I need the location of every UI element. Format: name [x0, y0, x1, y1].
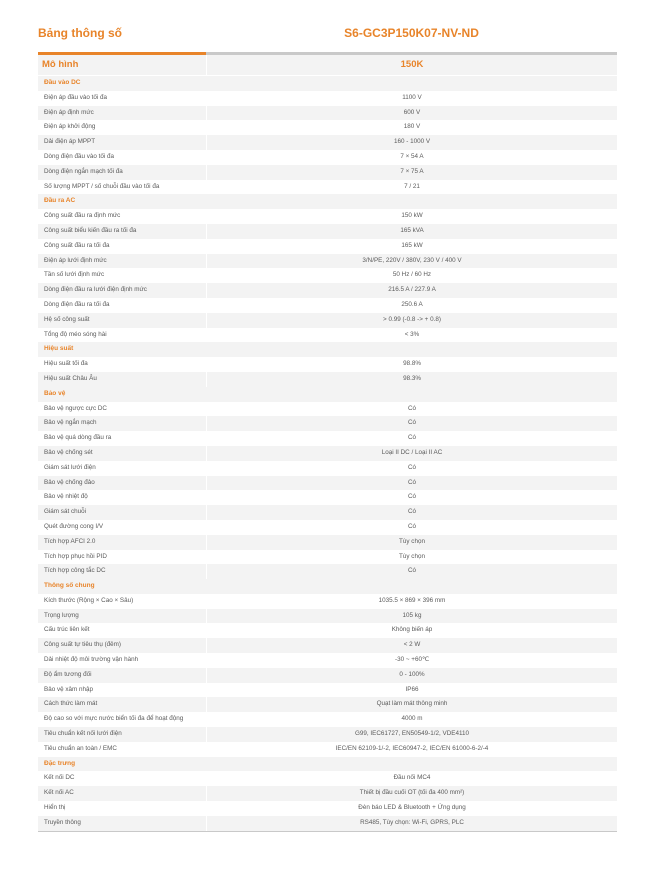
section-header: Đặc trưng: [38, 757, 617, 772]
spec-row: [38, 446, 617, 461]
spec-row: [38, 268, 617, 283]
spec-row: [38, 550, 617, 565]
spec-label: Công suất biểu kiến đầu ra tối đa: [44, 226, 137, 234]
spec-label: Độ ẩm tương đối: [44, 670, 92, 678]
spec-value: Quạt làm mát thông minh: [206, 697, 617, 712]
spec-label: Truyền thông: [44, 818, 81, 826]
spec-label: Tích hợp phục hồi PID: [44, 552, 107, 560]
spec-row: [38, 712, 617, 727]
spec-row: [38, 742, 617, 757]
spec-row: [38, 786, 617, 801]
sheet-header: [38, 20, 617, 52]
spec-row: [38, 683, 617, 698]
spec-label: Dòng điện đầu ra tối đa: [44, 300, 110, 308]
spec-label: Dải nhiệt độ môi trường vận hành: [44, 656, 139, 664]
spec-label: Tiêu chuẩn kết nối lưới điện: [44, 730, 122, 738]
spec-row: [38, 594, 617, 609]
spec-row: [38, 313, 617, 328]
spec-row: [38, 283, 617, 298]
spec-value: > 0.99 (-0.8 -> + 0.8): [206, 313, 617, 328]
spec-value: Thiết bị đầu cuối OT (tối đa 400 mm²): [206, 786, 617, 801]
spec-row: [38, 476, 617, 491]
spec-value: 165 kVA: [206, 224, 617, 239]
spec-row: [38, 416, 617, 431]
spec-row: [38, 239, 617, 254]
spec-value: IEC/EN 62109-1/-2, IEC60947-2, IEC/EN 61000-6-2/-4: [206, 742, 617, 757]
spec-row: [38, 150, 617, 165]
spec-value: 7 × 54 A: [206, 150, 617, 165]
spec-label: Dòng điện đầu ra lưới điện định mức: [44, 286, 147, 294]
spec-row: [38, 209, 617, 224]
table-end-line: [38, 831, 617, 832]
spec-row: [38, 609, 617, 624]
spec-value: 4000 m: [206, 712, 617, 727]
spec-label: Bảo vệ ngắn mạch: [44, 419, 97, 427]
spec-value: Đầu nối MC4: [206, 771, 617, 786]
spec-row: [38, 91, 617, 106]
section-header: Đầu vào DC: [38, 76, 617, 91]
spec-label: Bảo vệ ngược cực DC: [44, 404, 107, 412]
spec-row: [38, 298, 617, 313]
spec-label: Điện áp đầu vào tối đa: [44, 93, 108, 101]
spec-label: Tần số lưới định mức: [44, 271, 105, 279]
spec-row: [38, 697, 617, 712]
spec-label: Giám sát chuỗi: [44, 508, 86, 516]
spec-label: Hệ số công suất: [44, 315, 90, 323]
spec-label: Điện áp khởi động: [44, 123, 96, 131]
spec-label: Dải điện áp MPPT: [44, 138, 96, 146]
spec-label: Tiêu chuẩn an toàn / EMC: [44, 744, 117, 752]
spec-label: Độ cao so với mực nước biển tối đa để hoạt động: [44, 715, 184, 723]
spec-value: -30 ~ +60℃: [206, 653, 617, 668]
spec-row: [38, 490, 617, 505]
spec-value: Loại II DC / Loại II AC: [206, 446, 617, 461]
spec-row: [38, 372, 617, 387]
spec-row: [38, 727, 617, 742]
section-rows: [38, 402, 617, 580]
spec-value: Có: [206, 564, 617, 579]
spec-value: Tùy chọn: [206, 550, 617, 565]
spec-label: Dòng điện ngắn mạch tối đa: [44, 167, 123, 175]
spec-row: [38, 668, 617, 683]
spec-value: 7 × 75 A: [206, 165, 617, 180]
spec-label: Tích hợp công tắc DC: [44, 567, 106, 575]
spec-label: Tổng độ méo sóng hài: [44, 330, 107, 338]
spec-value: Có: [206, 461, 617, 476]
spec-value: RS485, Tùy chọn: Wi-Fi, GPRS, PLC: [206, 816, 617, 831]
section-rows: [38, 357, 617, 387]
model-value: 150K: [206, 55, 617, 75]
spec-value: 98.3%: [206, 372, 617, 387]
spec-value: Có: [206, 490, 617, 505]
model-label: Mô hình: [42, 59, 79, 70]
spec-label: Bảo vệ chống sét: [44, 448, 93, 456]
section-rows: [38, 771, 617, 830]
section-rows: [38, 209, 617, 342]
spec-value: Có: [206, 476, 617, 491]
spec-value: 1100 V: [206, 91, 617, 106]
spec-row: [38, 771, 617, 786]
spec-row: [38, 180, 617, 195]
spec-row: [38, 801, 617, 816]
spec-value: 600 V: [206, 106, 617, 121]
spec-row: [38, 106, 617, 121]
spec-row: [38, 120, 617, 135]
spec-value: IP66: [206, 683, 617, 698]
spec-value: Không biến áp: [206, 623, 617, 638]
spec-value: 7 / 21: [206, 180, 617, 195]
spec-label: Tích hợp AFCI 2.0: [44, 537, 96, 545]
spec-value: Đèn báo LED & Bluetooth + Ứng dụng: [206, 801, 617, 816]
spec-label: Hiển thị: [44, 804, 66, 812]
section-header: Đầu ra AC: [38, 194, 617, 209]
spec-value: 150 kW: [206, 209, 617, 224]
spec-label: Bảo vệ nhiệt độ: [44, 493, 88, 501]
spec-label: Bảo vệ chống đảo: [44, 478, 95, 486]
spec-table: [38, 76, 617, 831]
spec-label: Kết nối AC: [44, 789, 74, 797]
model-row: [38, 55, 617, 76]
spec-label: Quét đường cong I/V: [44, 522, 104, 530]
spec-label: Hiệu suất Châu Âu: [44, 374, 97, 382]
spec-label: Giám sát lưới điện: [44, 463, 96, 471]
spec-label: Bảo vệ quá dòng đầu ra: [44, 434, 112, 442]
spec-row: [38, 564, 617, 579]
spec-row: [38, 357, 617, 372]
spec-row: [38, 224, 617, 239]
spec-row: [38, 535, 617, 550]
spec-label: Điện áp lưới định mức: [44, 256, 107, 264]
section-rows: [38, 594, 617, 757]
spec-sheet: [38, 20, 617, 832]
spec-label: Dòng điện đầu vào tối đa: [44, 152, 115, 160]
spec-value: 216.5 A / 227.9 A: [206, 283, 617, 298]
spec-value: 160 - 1000 V: [206, 135, 617, 150]
spec-value: Có: [206, 402, 617, 417]
spec-label: Công suất đầu ra tối đa: [44, 241, 110, 249]
spec-row: [38, 816, 617, 831]
spec-label: Số lượng MPPT / số chuỗi đầu vào tối đa: [44, 182, 160, 190]
spec-value: 3/N/PE, 220V / 380V, 230 V / 400 V: [206, 254, 617, 269]
spec-label: Công suất đầu ra định mức: [44, 212, 121, 220]
spec-label: Điện áp định mức: [44, 108, 94, 116]
spec-value: Có: [206, 431, 617, 446]
spec-row: [38, 431, 617, 446]
spec-value: < 2 W: [206, 638, 617, 653]
spec-label: Cách thức làm mát: [44, 700, 98, 708]
spec-value: 1035.5 × 869 × 396 mm: [206, 594, 617, 609]
section-header: Hiệu suất: [38, 342, 617, 357]
spec-label: Trọng lượng: [44, 611, 79, 619]
spec-value: 180 V: [206, 120, 617, 135]
sheet-title: Bảng thông số: [38, 26, 122, 40]
spec-label: Kết nối DC: [44, 774, 75, 782]
spec-label: Bảo vệ xâm nhập: [44, 685, 94, 693]
spec-row: [38, 165, 617, 180]
spec-value: 0 - 100%: [206, 668, 617, 683]
spec-row: [38, 135, 617, 150]
spec-label: Công suất tự tiêu thụ (đêm): [44, 641, 122, 649]
spec-row: [38, 520, 617, 535]
spec-row: [38, 505, 617, 520]
spec-row: [38, 461, 617, 476]
section-header: Bảo vệ: [38, 387, 617, 402]
spec-value: 105 kg: [206, 609, 617, 624]
spec-row: [38, 653, 617, 668]
spec-value: Có: [206, 416, 617, 431]
spec-value: 98.8%: [206, 357, 617, 372]
spec-value: Có: [206, 520, 617, 535]
spec-label: Cấu trúc liên kết: [44, 626, 90, 634]
spec-value: G99, IEC61727, EN50549-1/2, VDE4110: [206, 727, 617, 742]
spec-row: [38, 328, 617, 343]
spec-value: < 3%: [206, 328, 617, 343]
spec-value: 250.6 A: [206, 298, 617, 313]
spec-label: Kích thước (Rộng × Cao × Sâu): [44, 596, 134, 604]
section-header: Thông số chung: [38, 579, 617, 594]
spec-row: [38, 402, 617, 417]
spec-row: [38, 638, 617, 653]
spec-value: 50 Hz / 60 Hz: [206, 268, 617, 283]
spec-row: [38, 623, 617, 638]
model-code: S6-GC3P150K07-NV-ND: [344, 26, 479, 40]
spec-label: Hiệu suất tối đa: [44, 360, 88, 368]
spec-row: [38, 254, 617, 269]
spec-value: Tùy chọn: [206, 535, 617, 550]
section-rows: [38, 91, 617, 195]
spec-value: 165 kW: [206, 239, 617, 254]
spec-value: Có: [206, 505, 617, 520]
